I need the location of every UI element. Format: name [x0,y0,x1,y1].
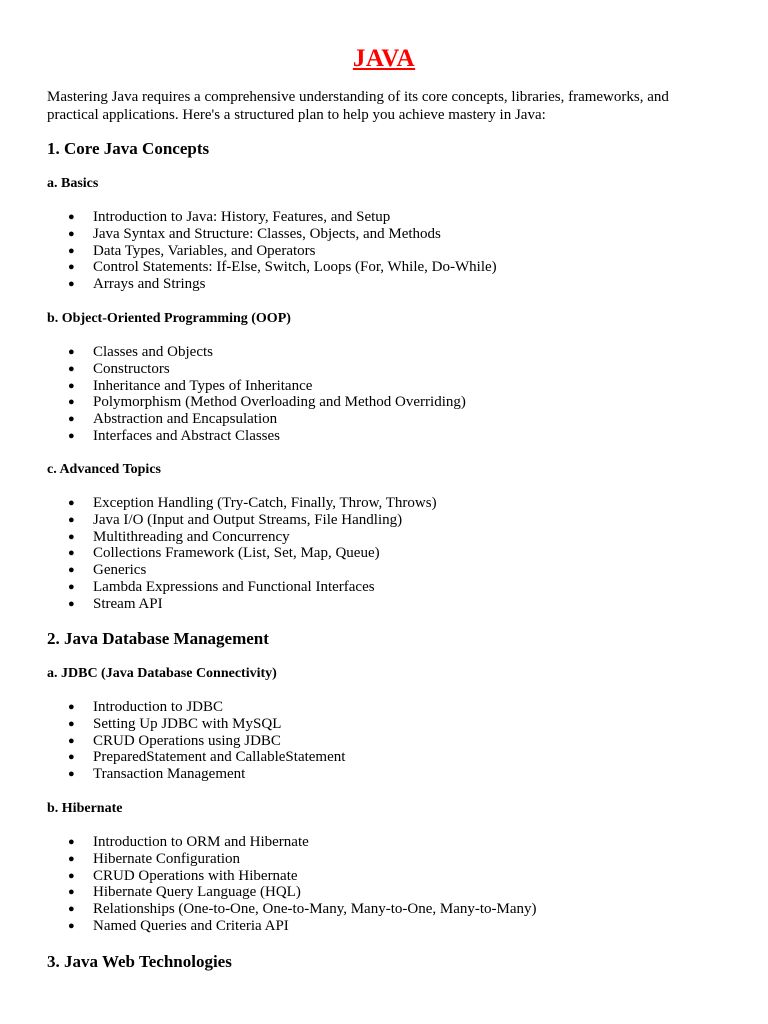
bullet-icon: ● [68,547,75,560]
list-item: ● Transaction Management [68,766,246,783]
list-item: ● Multithreading and Concurrency [68,528,290,545]
list-item: ● Interfaces and Abstract Classes [68,427,281,444]
list-item: ● Control Statements: If-Else, Switch, Loops (For, While, Do-While) [68,259,497,276]
bullet-icon: ● [68,903,75,916]
bullet-icon: ● [68,362,75,375]
list-item: ● Lambda Expressions and Functional Interfaces [68,578,375,595]
list-item: ● CRUD Operations using JDBC [68,732,281,749]
jdbc-list [47,699,345,783]
page-title: JAVA [352,45,416,72]
bullet-icon: ● [68,278,75,291]
section-heading-web: 3. Java Web Technologies [47,952,232,971]
list-item: ● Generics [68,562,147,579]
oop-list [47,344,466,445]
bullet-icon: ● [68,768,75,781]
list-item: ● Classes and Objects [68,344,213,360]
bullet-icon: ● [68,580,75,593]
section-heading-database: 2. Java Database Management [47,629,269,648]
intro-paragraph: Mastering Java requires a comprehensive understanding of its core concepts, libraries, frameworks, and practical applications. Here's a structured plan to help you achieve mastery in Java: [47,89,669,123]
list-item: ● Setting Up JDBC with MySQL [68,715,282,732]
section-heading-core-java: 1. Core Java Concepts [47,139,210,158]
list-item: ● Java Syntax and Structure: Classes, Objects, and Methods [68,225,441,242]
list-item: ● Introduction to Java: History, Features, and Setup [68,209,391,225]
hibernate-list [47,834,537,935]
bullet-icon: ● [68,852,75,865]
list-item: ● Exception Handling (Try-Catch, Finally, Throw, Throws) [68,495,437,511]
list-item: ● Introduction to JDBC [68,699,223,715]
bullet-icon: ● [68,751,75,764]
list-item: ● Arrays and Strings [68,276,206,293]
bullet-icon: ● [68,597,75,610]
list-item: ● Inheritance and Types of Inheritance [68,377,313,394]
bullet-icon: ● [68,836,75,848]
bullet-icon: ● [68,513,75,526]
bullet-icon: ● [68,346,75,358]
subsection-heading-hibernate: b. Hibernate [47,801,123,816]
list-item: ● Data Types, Variables, and Operators [68,242,316,259]
bullet-icon: ● [68,701,75,713]
bullet-icon: ● [68,227,75,240]
bullet-icon: ● [68,530,75,543]
basics-list [47,209,497,293]
bullet-icon: ● [68,869,75,882]
bullet-icon: ● [68,919,75,932]
bullet-icon: ● [68,413,75,426]
bullet-icon: ● [68,886,75,899]
list-item: ● Relationships (One-to-One, One-to-Many, Many-to-One, Many-to-Many) [68,901,537,918]
bullet-icon: ● [68,396,75,409]
list-item: ● Abstraction and Encapsulation [68,411,278,428]
bullet-icon: ● [68,379,75,392]
list-item: ● PreparedStatement and CallableStatement [68,749,346,766]
subsection-heading-advanced: c. Advanced Topics [47,462,161,477]
bullet-icon: ● [68,429,75,442]
list-item: ● Polymorphism (Method Overloading and Method Overriding) [68,394,466,411]
subsection-heading-jdbc: a. JDBC (Java Database Connectivity) [47,666,277,681]
list-item: ● Stream API [68,595,163,612]
list-item: ● Hibernate Configuration [68,850,241,867]
subsection-heading-oop: b. Object-Oriented Programming (OOP) [47,311,291,326]
bullet-icon: ● [68,564,75,577]
bullet-icon: ● [68,734,75,747]
bullet-icon: ● [68,261,75,274]
list-item: ● CRUD Operations with Hibernate [68,867,298,884]
list-item: ● Collections Framework (List, Set, Map, Queue) [68,545,380,562]
subsection-heading-basics: a. Basics [47,176,99,191]
bullet-icon: ● [68,497,75,509]
list-item: ● Constructors [68,360,170,377]
bullet-icon: ● [68,244,75,257]
list-item: ● Hibernate Query Language (HQL) [68,884,301,901]
bullet-icon: ● [68,717,75,730]
list-item: ● Named Queries and Criteria API [68,917,289,934]
list-item: ● Introduction to ORM and Hibernate [68,834,309,850]
list-item: ● Java I/O (Input and Output Streams, File Handling) [68,511,403,528]
bullet-icon: ● [68,211,75,223]
advanced-list [47,495,437,613]
